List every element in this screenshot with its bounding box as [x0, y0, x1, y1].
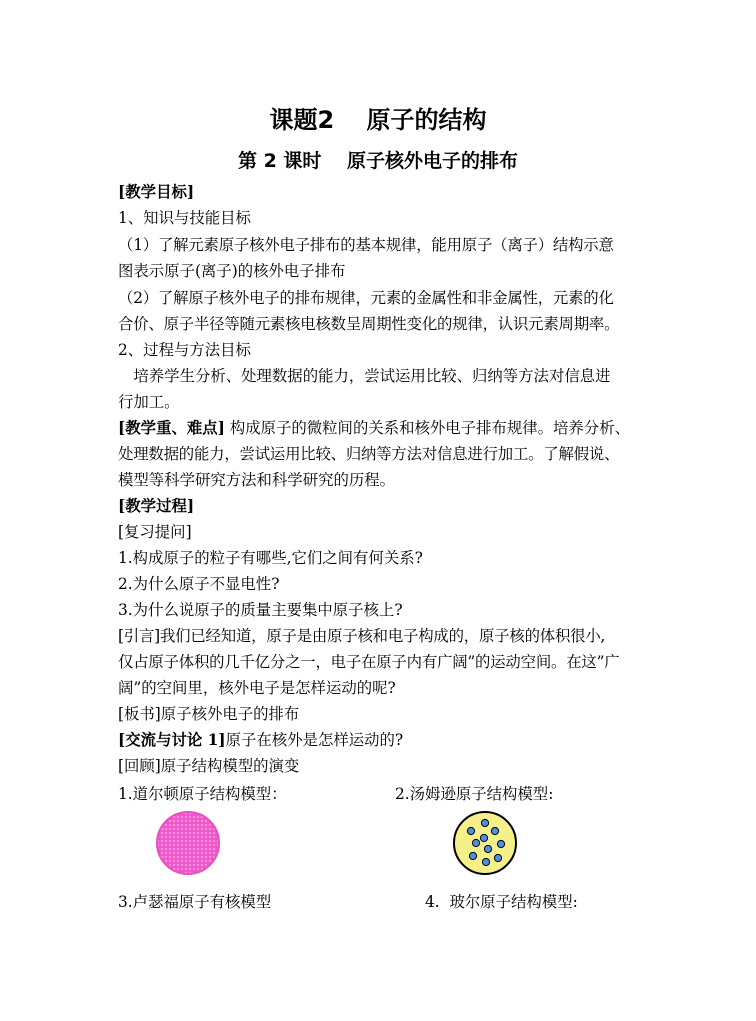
board-note: [板书]原子核外电子的排布	[118, 705, 300, 723]
model-label-thomson: 2.汤姆逊原子结构模型:	[395, 785, 554, 803]
electron-dot	[481, 819, 488, 826]
objectives-heading: [教学目标]	[118, 183, 195, 201]
electron-dot	[491, 827, 498, 834]
dalton-model-image	[153, 808, 223, 878]
objective-1-1-line2: 图表示原子(离子)的核外电子排布	[118, 262, 346, 280]
key-points-text: 构成原子的微粒间的关系和核外电子排布规律。培养分析、	[224, 419, 630, 437]
process-heading: [教学过程]	[118, 497, 195, 515]
electron-dot	[484, 845, 491, 852]
objective-1: 1、知识与技能目标	[118, 209, 251, 227]
intro-line1: [引言]我们已经知道，原子是由原子核和电子构成的，原子核的体积很小,	[118, 627, 606, 645]
discussion-label: [交流与讨论 1]	[118, 731, 226, 749]
objective-2: 2、过程与方法目标	[118, 341, 251, 359]
intro-line3: 阔”的空间里，核外电子是怎样运动的呢?	[118, 679, 396, 697]
objective-1-1-line1: （1）了解元素原子核外电子排布的基本规律，能用原子（离子）结构示意	[118, 236, 614, 254]
electron-dot	[472, 839, 479, 846]
model-label-dalton: 1.道尔顿原子结构模型：	[118, 785, 287, 803]
discussion-line	[118, 730, 403, 750]
objective-1-2-line2: 合价、原子半径等随元素核电核数呈周期性变化的规律，认识元素周期率。	[118, 315, 620, 333]
objective-2-line2: 行加工。	[118, 393, 180, 411]
thomson-model-image	[450, 808, 520, 878]
model-label-rutherford: 3.卢瑟福原子有核模型	[118, 893, 272, 911]
electron-dot	[494, 854, 501, 861]
discussion-text: 原子在核外是怎样运动的?	[225, 731, 404, 749]
key-points-line2: 处理数据的能力，尝试运用比较、归纳等方法对信息进行加工。了解假说、	[118, 445, 620, 463]
objective-2-line1: 培养学生分析、处理数据的能力，尝试运用比较、归纳等方法对信息进	[118, 367, 611, 385]
electron-dot	[469, 852, 476, 859]
electron-dot	[497, 840, 504, 847]
review-heading: [复习提问]	[118, 523, 192, 541]
review-question-2: 2.为什么原子不显电性?	[118, 575, 280, 593]
objective-1-2-line1: （2）了解原子核外电子的排布规律，元素的金属性和非金属性，元素的化	[118, 289, 614, 307]
key-points-line3: 模型等科学研究方法和科学研究的历程。	[118, 471, 396, 489]
model-label-bohr: 4. 玻尔原子结构模型:	[425, 893, 578, 911]
lesson-subtitle: 第 2 课时 原子核外电子的排布	[237, 150, 519, 172]
key-points-line1	[118, 418, 630, 438]
review-question-3: 3.为什么说原子的质量主要集中原子核上?	[118, 601, 403, 619]
recall-line: [回顾]原子结构模型的演变	[118, 757, 300, 775]
key-points-label: [教学重、难点]	[118, 419, 225, 437]
electron-dot	[482, 858, 489, 865]
review-question-1: 1.构成原子的粒子有哪些,它们之间有何关系?	[118, 549, 423, 567]
lesson-title: 课题2 原子的结构	[269, 106, 487, 134]
intro-line2: 仅占原子体积的几千亿分之一，电子在原子内有广阔”的运动空间。在这”广	[118, 653, 620, 671]
electron-dot	[480, 834, 487, 841]
electron-dot	[467, 827, 474, 834]
